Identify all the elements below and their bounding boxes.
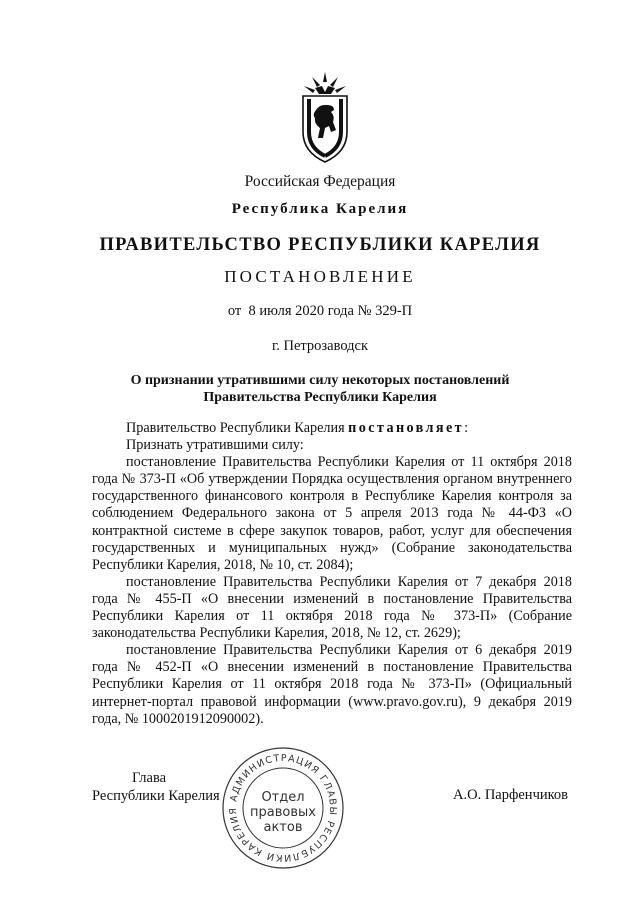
document-body: [92, 420, 572, 728]
stamp-center-line-1: Отдел: [261, 790, 305, 805]
stamp-ring-text: АДМИНИСТРАЦИЯ ГЛАВЫ РЕСПУБЛИКИ КАРЕЛИЯ: [227, 752, 339, 864]
signatory-title-line-2: Республики Карелия: [92, 788, 220, 804]
federation-title: Российская Федерация: [244, 173, 396, 190]
official-stamp: [220, 745, 346, 871]
stamp-center-line-2: правовых: [250, 805, 316, 820]
stamp-center-line-3: актов: [263, 820, 303, 835]
coat-of-arms-icon: [298, 72, 352, 164]
signatory-title: [92, 769, 220, 805]
city: г. Петрозаводск: [271, 338, 369, 354]
repealed-item-1: постановление Правительства Республики Карелия от 11 октября 2018 года № 373-П «Об утверждении Порядка осуществления органом внутреннего государственного финансового контроля в Республике Карелия контроля за соблюдением Федерального закона от 5 апреля 2013 года № 44-ФЗ «О контрактной системе в сфере закупок товаров, работ, услуг для обеспечения государственных и муниципальных нужд» (Собрание законодательства Республики Карелия, 2018, № 10, ст. 2084);: [92, 454, 572, 573]
repealed-item-3: постановление Правительства Республики Карелия от 6 декабря 2019 года № 452-П «О внесении изменений в постановление Правительства Республики Карелия от 11 октября 2018 года № 373-П» (Официальный интернет-портал правовой информации (www.pravo.gov.ru), 9 декабря 2019 года, № 1000201912090002).: [92, 642, 572, 727]
document-type: ПОСТАНОВЛЕНИЕ: [224, 267, 416, 286]
intro-suffix: :: [464, 420, 469, 436]
government-title: ПРАВИТЕЛЬСТВО РЕСПУБЛИКИ КАРЕЛИЯ: [99, 235, 541, 255]
intro-prefix: Правительство Республики Карелия: [126, 420, 349, 436]
date-number: от 8 июля 2020 года № 329-П: [227, 303, 413, 319]
subject-line-2: Правительства Республики Карелия: [203, 390, 437, 405]
repealed-item-2: постановление Правительства Республики Карелия от 7 декабря 2018 года № 455-П «О внесении изменений в постановление Правительства Республики Карелия от 11 октября 2018 года № 373-П» (Собрание законодательства Республики Карелия, 2018, № 12, ст. 2629);: [92, 573, 572, 642]
subject-line-1: О признании утратившими силу некоторых постановлений: [130, 373, 510, 388]
signatory-name: А.О. Парфенчиков: [453, 787, 569, 803]
republic-title: Республика Карелия: [231, 201, 409, 217]
intro-paragraph: [92, 420, 572, 437]
signatory-title-line-1: Глава: [132, 770, 167, 786]
intro-verb: постановляет: [348, 420, 465, 436]
recognize-paragraph: Признать утратившими силу:: [126, 437, 304, 454]
